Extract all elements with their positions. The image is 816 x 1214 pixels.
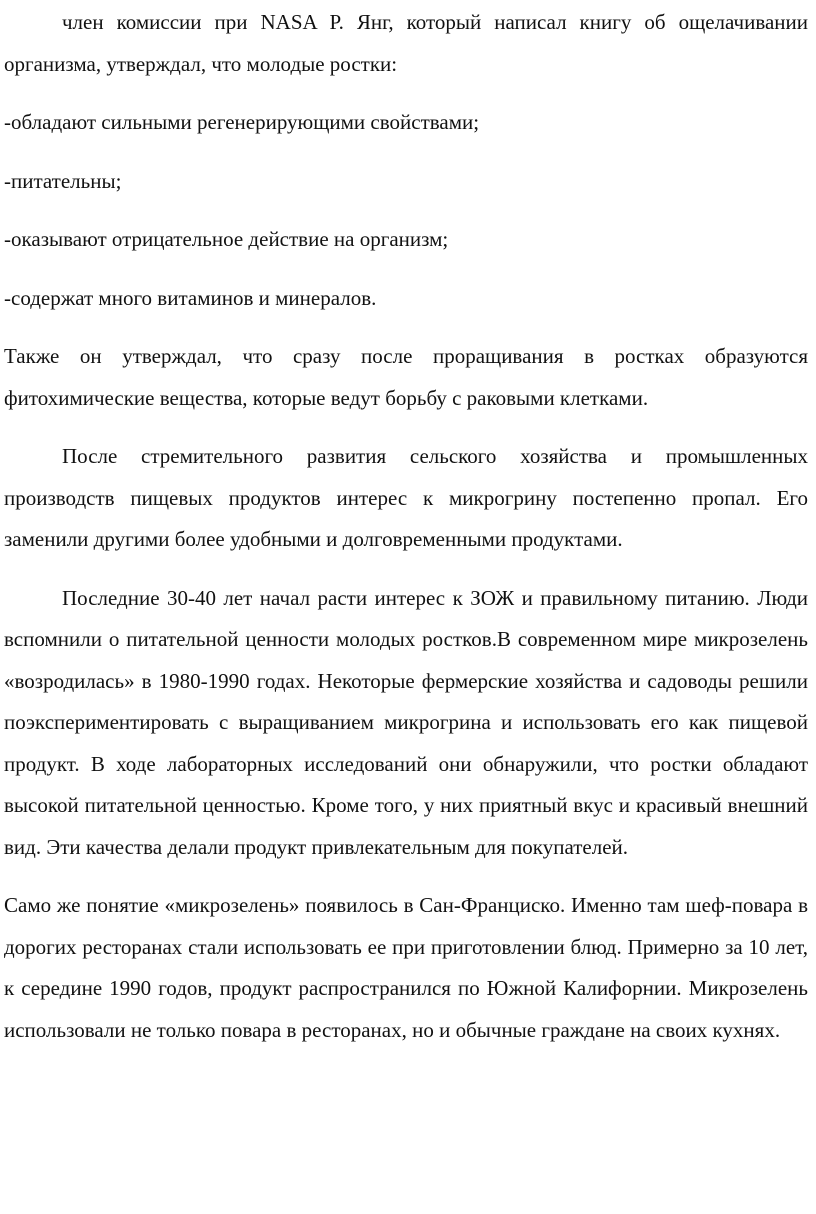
list-item-vitamins: -содержат много витаминов и минералов. — [4, 285, 377, 310]
list-item-regenerating: -обладают сильными регенерирующими свойствами; — [4, 110, 480, 134]
document-page — [0, 2, 816, 1214]
paragraph-phytochemicals: Также он утверждал, что сразу после проращивания в ростках образуются фитохимические вещества, которые ведут борьбу с раковыми клетками. — [4, 344, 808, 410]
list-item-negative-effect: -оказывают отрицательное действие на организм; — [4, 227, 449, 251]
paragraph-intro: член комиссии при NASA Р. Янг, который написал книгу об ощелачивании организма, утверждал, что молодые ростки: — [4, 10, 808, 76]
paragraph-decline: После стремительного развития сельского хозяйства и промышленных производств пищевых продуктов интерес к микрогрину постепенно пропал. Его заменили другими более удобными и долговременными продуктами. — [4, 444, 808, 551]
list-item-nutritious: -питательны; — [4, 168, 122, 193]
paragraph-revival: Последние 30-40 лет начал расти интерес к ЗОЖ и правильному питанию. Люди вспомнили о питательной ценности молодых ростков.В современном мире микрозелень «возродилась» в 1980-1990 годах. Некоторые фермерские хозяйства и садоводы решили поэкспериментировать с выращиванием микрогрина и использовать его как пищевой продукт. В ходе лабораторных исследований они обнаружили, что ростки обладают высокой питательной ценностью. Кроме того, у них приятный вкус и красивый внешний вид. Эти качества делали продукт привлекательным для покупателей. — [4, 585, 808, 859]
paragraph-san-francisco: Само же понятие «микрозелень» появилось в Сан-Франциско. Именно там шеф-повара в дорогих ресторанах стали использовать ее при приготовлении блюд. Примерно за 10 лет, к середине 1990 годов, продукт распространился по Южной Калифорнии. Микрозелень использовали не только повара в ресторанах, но и обычные граждане на своих кухнях. — [4, 893, 808, 1042]
